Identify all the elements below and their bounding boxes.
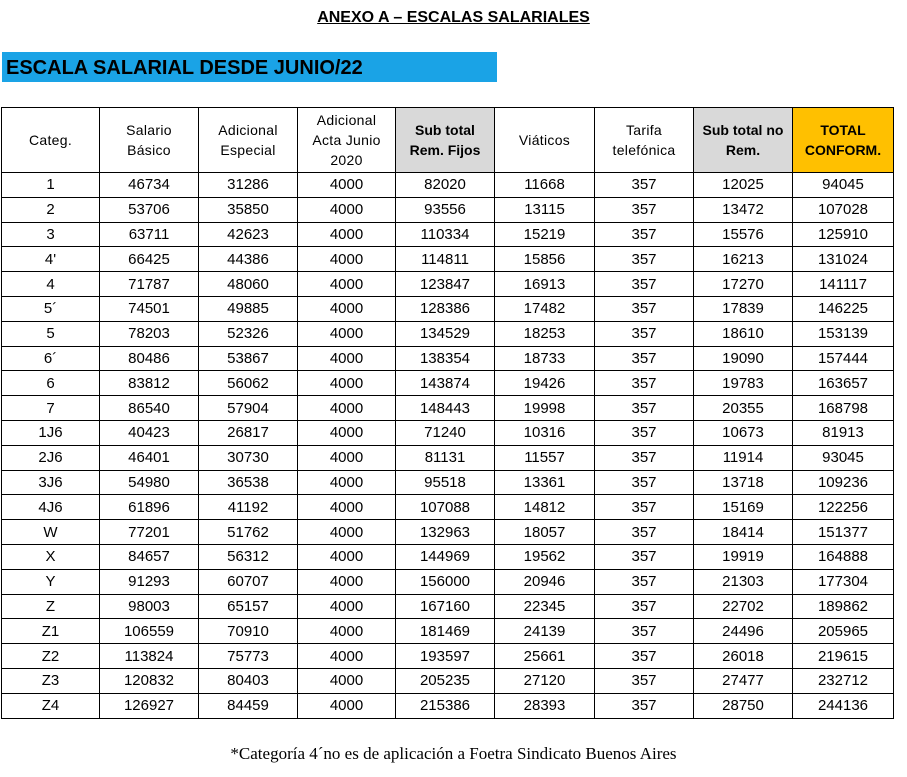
- table-cell: 177304: [793, 569, 894, 594]
- table-cell: 54980: [100, 470, 199, 495]
- table-cell: 132963: [396, 520, 495, 545]
- table-cell: 357: [595, 197, 694, 222]
- table-cell: 357: [595, 594, 694, 619]
- table-cell: 107088: [396, 495, 495, 520]
- table-cell: 42623: [199, 222, 298, 247]
- table-cell: 25661: [495, 644, 595, 669]
- table-cell: 74501: [100, 296, 199, 321]
- table-cell: 18414: [694, 520, 793, 545]
- table-cell: 4000: [298, 173, 396, 198]
- col-header-subtotal-no-rem: Sub total no Rem.: [694, 108, 793, 173]
- table-cell: 18253: [495, 321, 595, 346]
- table-cell: 60707: [199, 569, 298, 594]
- table-cell: 40423: [100, 420, 199, 445]
- table-cell: 4000: [298, 619, 396, 644]
- table-cell: 95518: [396, 470, 495, 495]
- table-cell: 141117: [793, 272, 894, 297]
- table-cell: 19090: [694, 346, 793, 371]
- table-cell: 44386: [199, 247, 298, 272]
- table-cell: 57904: [199, 396, 298, 421]
- table-cell: 4000: [298, 470, 396, 495]
- table-cell: 2: [2, 197, 100, 222]
- table-cell: 18733: [495, 346, 595, 371]
- col-header-total: TOTAL CONFORM.: [793, 108, 894, 173]
- table-cell: 144969: [396, 544, 495, 569]
- table-cell: Z: [2, 594, 100, 619]
- table-cell: 164888: [793, 544, 894, 569]
- table-cell: 36538: [199, 470, 298, 495]
- table-cell: 357: [595, 346, 694, 371]
- table-cell: 15169: [694, 495, 793, 520]
- salary-scale-table: [1, 107, 894, 719]
- table-cell: 3: [2, 222, 100, 247]
- table-cell: 28750: [694, 693, 793, 718]
- table-cell: 18057: [495, 520, 595, 545]
- table-cell: 157444: [793, 346, 894, 371]
- table-cell: 4000: [298, 346, 396, 371]
- table-cell: 5´: [2, 296, 100, 321]
- table-cell: 357: [595, 470, 694, 495]
- table-cell: 122256: [793, 495, 894, 520]
- table-cell: 98003: [100, 594, 199, 619]
- table-cell: 16913: [495, 272, 595, 297]
- table-cell: 20946: [495, 569, 595, 594]
- table-cell: 53867: [199, 346, 298, 371]
- table-cell: 71240: [396, 420, 495, 445]
- table-cell: 17482: [495, 296, 595, 321]
- table-cell: 14812: [495, 495, 595, 520]
- table-cell: 6´: [2, 346, 100, 371]
- table-cell: 357: [595, 520, 694, 545]
- table-cell: 84459: [199, 693, 298, 718]
- table-cell: Y: [2, 569, 100, 594]
- table-cell: 2J6: [2, 445, 100, 470]
- table-cell: 357: [595, 445, 694, 470]
- table-cell: 244136: [793, 693, 894, 718]
- table-cell: 4000: [298, 594, 396, 619]
- col-header-salario-basico: Salario Básico: [100, 108, 199, 173]
- table-cell: 86540: [100, 396, 199, 421]
- table-cell: 232712: [793, 668, 894, 693]
- scale-banner: ESCALA SALARIAL DESDE JUNIO/22: [2, 52, 497, 82]
- table-row: [2, 321, 894, 346]
- table-cell: 357: [595, 569, 694, 594]
- table-cell: 113824: [100, 644, 199, 669]
- table-cell: 357: [595, 173, 694, 198]
- table-cell: 4000: [298, 569, 396, 594]
- table-cell: 4: [2, 272, 100, 297]
- table-row: [2, 544, 894, 569]
- table-cell: 80486: [100, 346, 199, 371]
- table-cell: 48060: [199, 272, 298, 297]
- table-cell: 4000: [298, 371, 396, 396]
- table-cell: 4000: [298, 693, 396, 718]
- table-cell: 153139: [793, 321, 894, 346]
- table-row: [2, 296, 894, 321]
- table-cell: 205235: [396, 668, 495, 693]
- table-cell: 11557: [495, 445, 595, 470]
- table-row: [2, 495, 894, 520]
- table-body: [2, 173, 894, 719]
- table-cell: W: [2, 520, 100, 545]
- table-cell: 17839: [694, 296, 793, 321]
- table-cell: 18610: [694, 321, 793, 346]
- table-cell: Z1: [2, 619, 100, 644]
- table-cell: 4000: [298, 668, 396, 693]
- table-cell: 4000: [298, 445, 396, 470]
- table-cell: 4000: [298, 495, 396, 520]
- footnote: *Categoría 4´no es de aplicación a Foetra Sindicato Buenos Aires: [230, 744, 677, 763]
- table-cell: 4000: [298, 420, 396, 445]
- table-cell: 357: [595, 396, 694, 421]
- table-cell: 22702: [694, 594, 793, 619]
- table-cell: 12025: [694, 173, 793, 198]
- table-cell: 7: [2, 396, 100, 421]
- table-cell: 83812: [100, 371, 199, 396]
- table-cell: 91293: [100, 569, 199, 594]
- table-cell: 10316: [495, 420, 595, 445]
- table-cell: 4000: [298, 296, 396, 321]
- table-cell: 357: [595, 495, 694, 520]
- table-cell: 151377: [793, 520, 894, 545]
- col-header-adicional-especial: Adicional Especial: [199, 108, 298, 173]
- table-row: [2, 569, 894, 594]
- table-row: [2, 173, 894, 198]
- table-cell: 65157: [199, 594, 298, 619]
- table-cell: 75773: [199, 644, 298, 669]
- table-row: [2, 693, 894, 718]
- table-cell: 131024: [793, 247, 894, 272]
- table-cell: 4000: [298, 520, 396, 545]
- table-cell: 4000: [298, 197, 396, 222]
- table-cell: 4000: [298, 272, 396, 297]
- table-cell: 357: [595, 272, 694, 297]
- document-title: ANEXO A – ESCALAS SALARIALES: [317, 9, 590, 26]
- table-cell: Z4: [2, 693, 100, 718]
- table-cell: Z2: [2, 644, 100, 669]
- table-row: [2, 445, 894, 470]
- table-cell: 107028: [793, 197, 894, 222]
- table-cell: 22345: [495, 594, 595, 619]
- table-cell: 357: [595, 619, 694, 644]
- col-header-adicional-acta: Adicional Acta Junio 2020: [298, 108, 396, 173]
- table-cell: 56312: [199, 544, 298, 569]
- table-cell: 156000: [396, 569, 495, 594]
- table-cell: 4000: [298, 644, 396, 669]
- table-cell: 46734: [100, 173, 199, 198]
- table-cell: 189862: [793, 594, 894, 619]
- table-cell: 15219: [495, 222, 595, 247]
- table-cell: 17270: [694, 272, 793, 297]
- table-cell: 357: [595, 321, 694, 346]
- table-cell: 167160: [396, 594, 495, 619]
- table-cell: 11668: [495, 173, 595, 198]
- table-cell: 26018: [694, 644, 793, 669]
- table-row: [2, 420, 894, 445]
- table-row: [2, 197, 894, 222]
- table-row: [2, 272, 894, 297]
- table-cell: 4000: [298, 396, 396, 421]
- table-cell: 26817: [199, 420, 298, 445]
- table-row: [2, 520, 894, 545]
- table-cell: 13472: [694, 197, 793, 222]
- table-cell: 138354: [396, 346, 495, 371]
- table-cell: 13718: [694, 470, 793, 495]
- table-cell: 56062: [199, 371, 298, 396]
- table-cell: 148443: [396, 396, 495, 421]
- table-cell: 94045: [793, 173, 894, 198]
- table-row: [2, 222, 894, 247]
- col-header-viaticos: Viáticos: [495, 108, 595, 173]
- table-cell: 61896: [100, 495, 199, 520]
- table-cell: 114811: [396, 247, 495, 272]
- table-cell: 6: [2, 371, 100, 396]
- table-cell: 77201: [100, 520, 199, 545]
- table-cell: 1: [2, 173, 100, 198]
- table-cell: 11914: [694, 445, 793, 470]
- table-cell: 27477: [694, 668, 793, 693]
- table-cell: 84657: [100, 544, 199, 569]
- table-row: [2, 644, 894, 669]
- table-cell: 15576: [694, 222, 793, 247]
- table-cell: 219615: [793, 644, 894, 669]
- table-cell: 10673: [694, 420, 793, 445]
- table-cell: 146225: [793, 296, 894, 321]
- table-cell: 15856: [495, 247, 595, 272]
- table-cell: 193597: [396, 644, 495, 669]
- table-cell: 81913: [793, 420, 894, 445]
- table-cell: 143874: [396, 371, 495, 396]
- table-cell: 46401: [100, 445, 199, 470]
- table-cell: 215386: [396, 693, 495, 718]
- table-cell: 13361: [495, 470, 595, 495]
- table-cell: 35850: [199, 197, 298, 222]
- table-cell: 357: [595, 668, 694, 693]
- table-cell: Z3: [2, 668, 100, 693]
- table-cell: 80403: [199, 668, 298, 693]
- table-cell: 357: [595, 420, 694, 445]
- table-cell: 19919: [694, 544, 793, 569]
- table-cell: 63711: [100, 222, 199, 247]
- table-cell: 125910: [793, 222, 894, 247]
- col-header-categ: Categ.: [2, 108, 100, 173]
- table-cell: 19562: [495, 544, 595, 569]
- table-cell: 21303: [694, 569, 793, 594]
- table-cell: 181469: [396, 619, 495, 644]
- table-cell: 110334: [396, 222, 495, 247]
- table-cell: 109236: [793, 470, 894, 495]
- table-cell: 41192: [199, 495, 298, 520]
- table-row: [2, 396, 894, 421]
- table-cell: 53706: [100, 197, 199, 222]
- table-cell: 5: [2, 321, 100, 346]
- table-cell: 357: [595, 544, 694, 569]
- table-cell: 357: [595, 371, 694, 396]
- table-cell: 3J6: [2, 470, 100, 495]
- table-cell: 205965: [793, 619, 894, 644]
- table-cell: 4000: [298, 222, 396, 247]
- table-row: [2, 668, 894, 693]
- table-cell: 134529: [396, 321, 495, 346]
- table-cell: 128386: [396, 296, 495, 321]
- table-cell: 82020: [396, 173, 495, 198]
- table-cell: 31286: [199, 173, 298, 198]
- table-cell: 4000: [298, 321, 396, 346]
- table-cell: 357: [595, 247, 694, 272]
- table-cell: 357: [595, 296, 694, 321]
- table-row: [2, 371, 894, 396]
- table-row: [2, 619, 894, 644]
- table-cell: 66425: [100, 247, 199, 272]
- table-cell: 163657: [793, 371, 894, 396]
- table-cell: 19783: [694, 371, 793, 396]
- table-cell: 51762: [199, 520, 298, 545]
- table-cell: 81131: [396, 445, 495, 470]
- table-cell: X: [2, 544, 100, 569]
- table-cell: 49885: [199, 296, 298, 321]
- table-cell: 120832: [100, 668, 199, 693]
- table-cell: 4000: [298, 247, 396, 272]
- table-cell: 4J6: [2, 495, 100, 520]
- col-header-subtotal-rem: Sub total Rem. Fijos: [396, 108, 495, 173]
- table-cell: 4': [2, 247, 100, 272]
- table-cell: 24139: [495, 619, 595, 644]
- table-cell: 20355: [694, 396, 793, 421]
- table-cell: 4000: [298, 544, 396, 569]
- table-cell: 27120: [495, 668, 595, 693]
- table-cell: 19998: [495, 396, 595, 421]
- table-cell: 28393: [495, 693, 595, 718]
- col-header-tarifa: Tarifa telefónica: [595, 108, 694, 173]
- table-cell: 357: [595, 222, 694, 247]
- table-cell: 70910: [199, 619, 298, 644]
- table-cell: 30730: [199, 445, 298, 470]
- header-row: [2, 108, 894, 173]
- table-cell: 126927: [100, 693, 199, 718]
- table-cell: 168798: [793, 396, 894, 421]
- table-cell: 16213: [694, 247, 793, 272]
- table-cell: 52326: [199, 321, 298, 346]
- table-cell: 24496: [694, 619, 793, 644]
- table-cell: 357: [595, 693, 694, 718]
- table-cell: 13115: [495, 197, 595, 222]
- table-row: [2, 346, 894, 371]
- table-cell: 1J6: [2, 420, 100, 445]
- table-cell: 78203: [100, 321, 199, 346]
- table-cell: 123847: [396, 272, 495, 297]
- table-row: [2, 470, 894, 495]
- table-row: [2, 247, 894, 272]
- table-cell: 93556: [396, 197, 495, 222]
- table-cell: 93045: [793, 445, 894, 470]
- table-cell: 357: [595, 644, 694, 669]
- table-cell: 106559: [100, 619, 199, 644]
- table-cell: 19426: [495, 371, 595, 396]
- table-row: [2, 594, 894, 619]
- table-cell: 71787: [100, 272, 199, 297]
